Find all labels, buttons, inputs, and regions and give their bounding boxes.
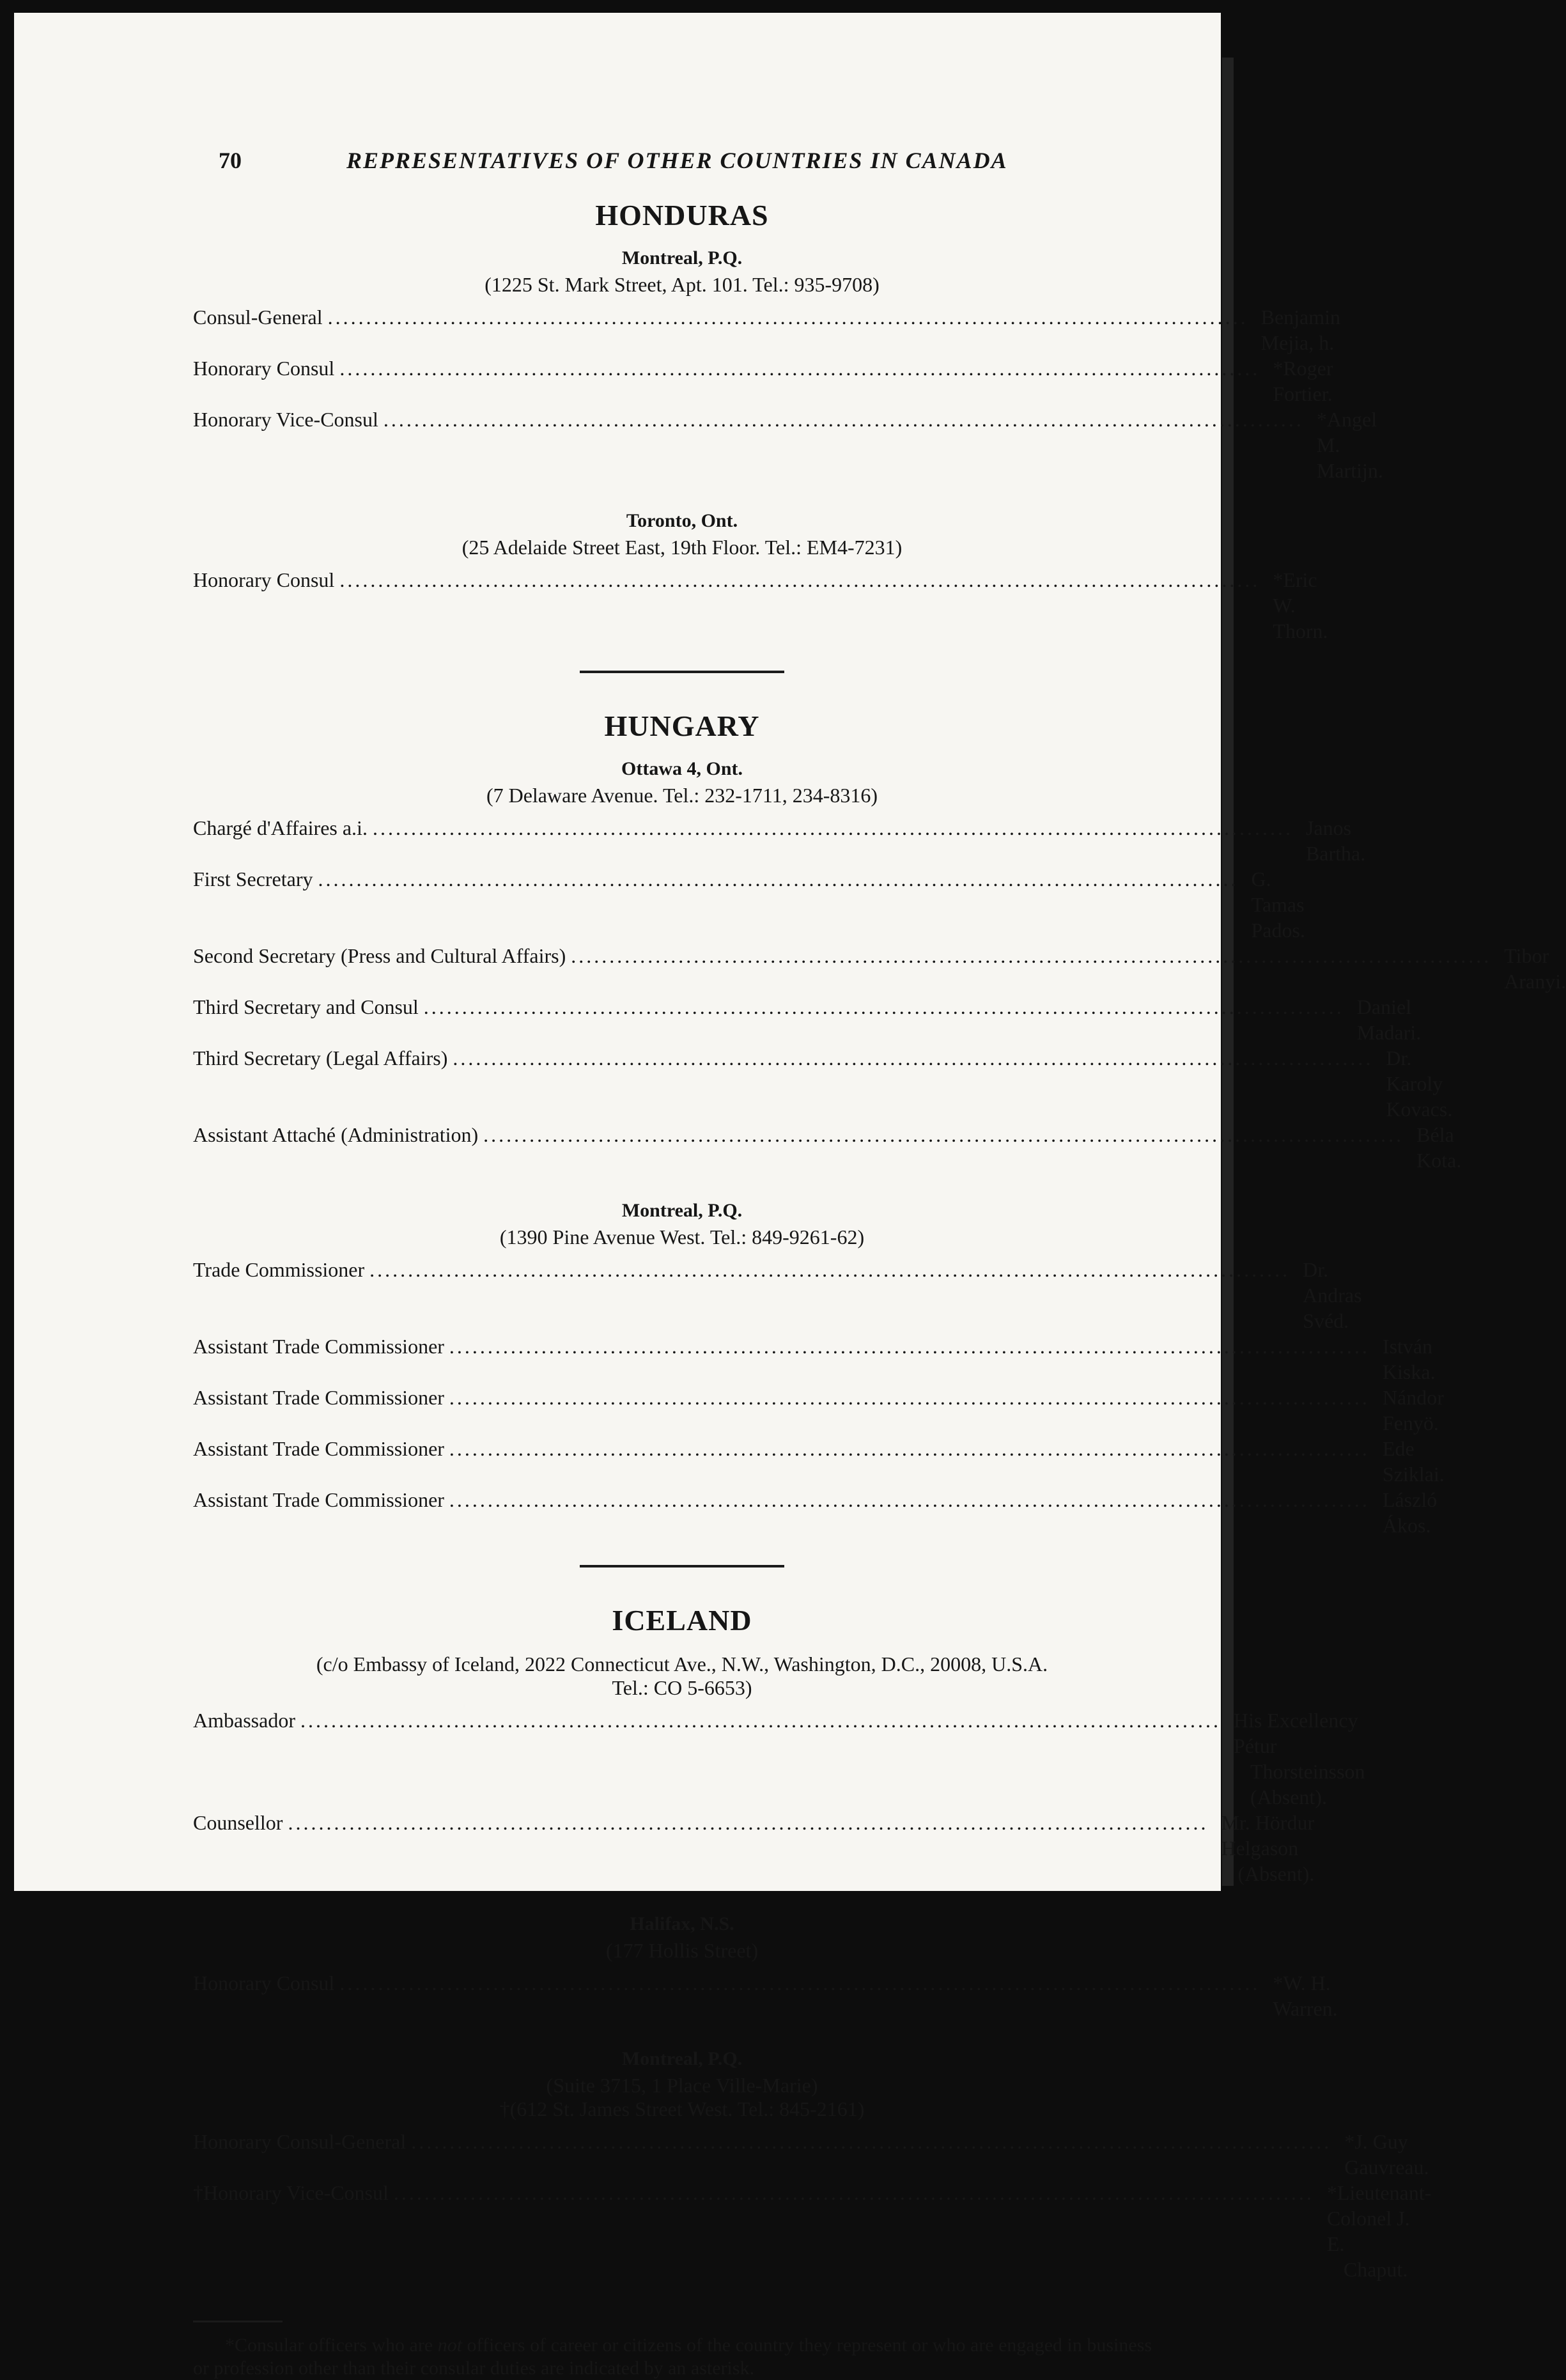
country-heading: HUNGARY [604,710,760,742]
footnote-rule [193,2321,283,2322]
entry: Third Secretary and Consul ........................................................................................................................ Daniel Madari. [193,995,1422,1044]
entry: Consul-General ........................................................................................................................ Benjamin Mejia, h. [193,306,1341,354]
entry-name: His Excellency Pétur Thorsteinsson (Absent). [1233,1709,1365,1808]
entry-name: *Roger Fortier. [1273,357,1333,405]
entry-title: Honorary Consul [193,568,335,591]
entry-name: *Lieutenant-Colonel J. E. Chaput. [1326,2181,1432,2281]
entry: Counsellor ........................................................................................................................ Mr. Hördur Helgason (Absent). [193,1811,1315,1885]
entry-name: *Eric W. Thorn. [1273,568,1328,642]
entry-title: Third Secretary and Consul [193,995,419,1018]
section-hungary [193,709,1566,1538]
office-address: (25 Adelaide Street East, 19th Floor. Tel.: EM4-7231) [461,536,903,559]
book-spine-edge [1222,58,1234,1886]
entry-name: Benjamin Mejia, h. [1260,306,1341,354]
entry-name: Janos Bartha. [1305,816,1366,865]
entry-name: Daniel Madari. [1356,995,1422,1044]
entry-list [193,1707,1365,1886]
entry: Chargé d'Affaires a.i. ........................................................................................................................ Janos Bartha. [193,816,1366,865]
entry-name: Dr. Andras Svéd. [1303,1258,1362,1332]
entry: Honorary Consul ........................................................................................................................ *W. H. Warren. [193,1972,1338,2020]
office-address: (1390 Pine Avenue West. Tel.: 849-9261-62) [499,1225,865,1248]
entry-name: Ede Sziklai. [1382,1437,1445,1486]
entry: Honorary Consul-General ........................................................................................................................ *J. Guy Gauvreau. [193,2130,1429,2179]
entry-list [193,1970,1338,2021]
office-address: (7 Delaware Avenue. Tel.: 232-1711, 234-8316) [486,784,878,807]
office-ottawa [193,758,1566,1173]
country-heading: HONDURAS [595,199,769,231]
entry-name: *Angel M. Martijn. [1316,408,1383,482]
office-city: Halifax, N.S. [630,1913,734,1934]
entry-title: Trade Commissioner [193,1258,365,1281]
entry-title: Assistant Trade Commissioner [193,1488,444,1511]
office-city: Montreal, P.Q. [621,2048,743,2069]
running-head [193,147,1171,185]
section-honduras [193,198,1383,644]
entry-title: Consul-General [193,306,323,329]
entry-title: Honorary Consul-General [193,2130,407,2153]
footnote: *Consular officers who are not officers of career or citizens of the country they represent or who are engaged in business or profession other than their consular duties are indicated by an asterisk. [193,2335,1152,2379]
entry-title: †Honorary Vice-Consul [193,2181,389,2204]
document-page [14,13,1566,2379]
page-number: 70 [219,148,242,173]
entry: Assistant Attaché (Administration) ........................................................................................................................ Béla Kota. [193,1123,1462,1172]
entry-title: Honorary Consul [193,357,335,380]
entry-name: *J. Guy Gauvreau. [1344,2130,1429,2179]
entry-name: *W. H. Warren. [1273,1972,1338,2020]
entry-list [193,2129,1432,2282]
section-iceland [193,1603,1432,2282]
entry-title: Second Secretary (Press and Cultural Affairs) [193,944,566,967]
office-city: Montreal, P.Q. [621,1200,743,1221]
entry: Honorary Consul ........................................................................................................................ *Eric W. Thorn. [193,568,1328,642]
entry-list [193,1257,1445,1538]
entry: Assistant Trade Commissioner ........................................................................................................................ László Ákos. [193,1488,1438,1537]
running-title: REPRESENTATIVES OF OTHER COUNTRIES IN CANADA [346,148,1008,173]
entry-list [193,815,1566,1173]
entry-title: First Secretary [193,867,313,891]
office-city: Montreal, P.Q. [621,247,743,268]
entry-title: Assistant Trade Commissioner [193,1437,444,1460]
entry-title: Assistant Trade Commissioner [193,1335,444,1358]
entry: Third Secretary (Legal Affairs) ........................................................................................................................ Dr. Karoly Kovacs. [193,1046,1453,1121]
office-toronto [193,510,1328,644]
office-address: (1225 St. Mark Street, Apt. 101. Tel.: 935-9708) [485,273,880,296]
entry-list [193,304,1383,483]
office-address: (177 Hollis Street) [605,1939,759,1962]
office-halifax [193,1913,1338,2021]
entry-name: Dr. Karoly Kovacs. [1386,1046,1453,1121]
office-montreal [193,2048,1432,2282]
entry-title: Chargé d'Affaires a.i. [193,816,368,839]
entry-title: Assistant Attaché (Administration) [193,1123,479,1146]
entry: Trade Commissioner ........................................................................................................................ Dr. Andras Svéd. [193,1258,1362,1332]
entry-title: Honorary Consul [193,1972,335,1995]
entry: Assistant Trade Commissioner ........................................................................................................................ Nándor Fenyö. [193,1386,1444,1435]
entry-name: László Ákos. [1382,1488,1438,1537]
entry-name: István Kiska. [1382,1335,1436,1383]
entry-list [193,567,1328,644]
entry: Honorary Vice-Consul ........................................................................................................................ *Angel M. Martijn. [193,408,1383,482]
entry-name: Béla Kota. [1416,1123,1462,1172]
office-city: Ottawa 4, Ont. [621,758,743,779]
page-content [193,147,1566,2380]
office-montreal [193,247,1383,483]
entry-name: Nándor Fenyö. [1382,1386,1444,1435]
country-heading: ICELAND [612,1604,752,1637]
entry-title: Assistant Trade Commissioner [193,1386,444,1409]
entry: First Secretary ........................................................................................................................ G. Tamas Pados. [193,867,1305,942]
entry: †Honorary Vice-Consul ........................................................................................................................ *Lieutenant-Colonel J. E. Chaput. [193,2181,1432,2281]
office-address: (Suite 3715, 1 Place Ville-Marie) [546,2074,818,2097]
entry: Assistant Trade Commissioner ........................................................................................................................ Ede Sziklai. [193,1437,1445,1486]
entry-title: Ambassador [193,1709,295,1732]
office-address-line2: Tel.: CO 5-6653) [612,1676,752,1699]
entry-title: Counsellor [193,1811,283,1834]
entry-name: Mr. Hördur Helgason (Absent). [1221,1811,1315,1885]
section-divider [580,1565,784,1567]
entry-title: Third Secretary (Legal Affairs) [193,1046,448,1069]
entry: Assistant Trade Commissioner ........................................................................................................................ István Kiska. [193,1335,1436,1383]
office-address: (c/o Embassy of Iceland, 2022 Connecticut Ave., N.W., Washington, D.C., 20008, U.S.A. [316,1653,1048,1676]
office-address-line2: †(612 St. James Street West. Tel.: 845-2161) [499,2097,865,2120]
entry-title: Honorary Vice-Consul [193,408,378,431]
office-washington [193,1653,1365,1886]
entry: Ambassador ........................................................................................................................ His Excellency Pétur Thorsteinsson (Absent). [193,1709,1365,1808]
office-montreal [193,1200,1445,1538]
entry: Honorary Consul ........................................................................................................................ *Roger Fortier. [193,357,1333,405]
entry-name: G. Tamas Pados. [1251,867,1305,942]
office-city: Toronto, Ont. [626,510,738,531]
entry-name: Tibor Aranyi. [1504,944,1566,993]
entry: Second Secretary (Press and Cultural Affairs) ........................................................................................................................ Tibor Aranyi. [193,944,1566,993]
section-divider [580,671,784,673]
